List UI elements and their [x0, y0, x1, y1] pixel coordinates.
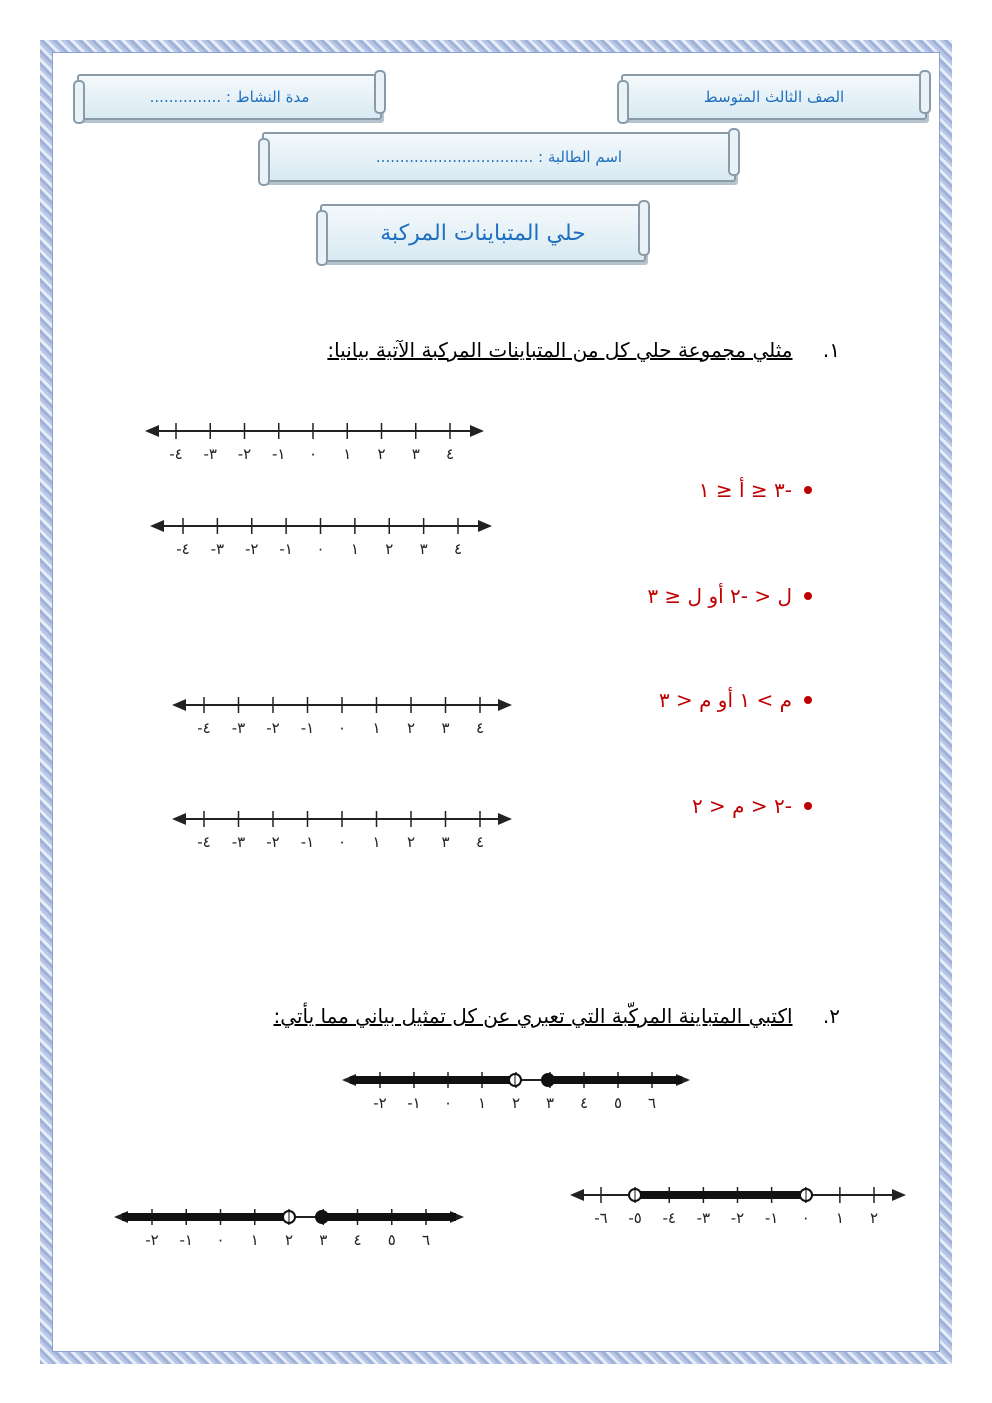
graph-c-tick-label: ١-	[179, 1231, 193, 1249]
number-line-1-tick-label: ٤-	[169, 445, 183, 463]
number-line-1-tick-label: ٢-	[237, 445, 252, 463]
graph-a-tick-label: ٢	[511, 1094, 521, 1112]
graph-a-tick-label: ٢-	[373, 1094, 387, 1112]
number-line-3-tick-label: ٢-	[266, 719, 280, 737]
inequality-item-1	[699, 478, 812, 502]
graph-c-tick-label: ١	[250, 1231, 259, 1249]
graph-c-tick-label: ٣	[319, 1231, 328, 1249]
graph-b-tick-label: ٢-	[730, 1209, 745, 1227]
number-line-1-tick-label: ٤	[445, 445, 455, 463]
question-1-text: مثلي مجموعة حلي كل من المتباينات المركبة الآتية بيانيا:	[327, 338, 793, 362]
duration-label: مدة النشاط : ...............	[149, 88, 310, 106]
number-line-4-tick-label: ٣	[441, 833, 450, 851]
student-name-box	[262, 132, 736, 182]
grade-box	[621, 74, 927, 120]
graph-b-tick-label: ٥-	[628, 1209, 642, 1227]
number-line-2-tick-label: ١	[350, 540, 359, 558]
number-line-4-tick-label: ٤-	[197, 833, 211, 851]
number-line-4-tick-label: ٣-	[231, 833, 246, 851]
number-line-4-tick-label: ٢-	[266, 833, 280, 851]
inequality-item-2	[647, 584, 812, 608]
graph-b-tick-label: ٦-	[594, 1209, 608, 1227]
graph-a-tick-label: ١	[477, 1094, 487, 1112]
graph-c-tick-label: ٥	[387, 1231, 396, 1249]
number-line-3-tick-label: ٤	[475, 719, 485, 737]
graph-c-tick-label: ٠	[216, 1231, 225, 1249]
graph-b-tick-label: ١	[835, 1209, 844, 1227]
question-2-text: اكتبي المتباينة المركّبة التي تعبري عن كل تمثيل بياني مما يأتي:	[273, 1004, 793, 1028]
graph-b-tick-label: ٤-	[662, 1209, 676, 1227]
number-line-2-tick-label: ١-	[279, 540, 293, 558]
number-line-3-tick-label: ١-	[300, 719, 315, 737]
number-line-4-tick-label: ٤	[475, 833, 485, 851]
number-line-2-tick-label: ٣-	[210, 540, 225, 558]
number-line-1-tick-label: ٣-	[203, 445, 217, 463]
number-line-1-tick-label: ١-	[272, 445, 286, 463]
number-line-4-tick-label: ١-	[300, 833, 315, 851]
graph-b-tick-label: ٣-	[696, 1209, 711, 1227]
number-line-3-tick-label: ٢	[406, 719, 416, 737]
number-line-2-tick-label: ٣	[419, 540, 428, 558]
graph-a-tick-label: ١-	[407, 1094, 421, 1112]
graph-a-tick-label: ٣	[545, 1094, 555, 1112]
inequality-item-3	[659, 688, 812, 712]
number-line-2-tick-label: ٢-	[245, 540, 259, 558]
number-line-3-tick-label: ٤-	[197, 719, 211, 737]
graph-b-tick-label: ٢	[869, 1209, 879, 1227]
number-line-2-tick-label: ٤	[453, 540, 463, 558]
graph-a-tick-label: ٠	[443, 1094, 453, 1112]
number-line-4-tick-label: ١	[372, 833, 381, 851]
bullet-icon	[804, 802, 812, 810]
number-line-1-tick-label: ٣	[411, 445, 420, 463]
student-name-label: اسم الطالبة : .................................	[375, 148, 623, 166]
inequality-text: -٣ ≤ أ ≤ ١	[698, 478, 792, 502]
inequality-text: م > ١ أو م < ٣	[658, 688, 792, 712]
question-1-title	[327, 338, 840, 362]
number-line-4-tick-label: ٠	[337, 833, 347, 851]
number-line-1-tick-label: ٢	[377, 445, 386, 463]
question-2-number: ٢.	[822, 1004, 840, 1028]
graph-c-tick-label: ٢-	[145, 1231, 159, 1249]
graph-a-tick-label: ٦	[647, 1094, 657, 1112]
page-title: حلي المتباينات المركبة	[380, 220, 586, 246]
question-1-number: ١.	[822, 338, 840, 362]
bullet-icon	[804, 592, 812, 600]
graph-b-tick-label: ٠	[801, 1209, 810, 1227]
number-line-3-tick-label: ٣-	[231, 719, 246, 737]
question-2-title	[274, 1004, 841, 1028]
graph-a-tick-label: ٥	[613, 1094, 623, 1112]
number-line-4-tick-label: ٢	[406, 833, 416, 851]
number-line-1-tick-label: ١	[343, 445, 352, 463]
graph-c-tick-label: ٢	[284, 1231, 294, 1249]
bullet-icon	[804, 696, 812, 704]
graph-b-tick-label: ١-	[764, 1209, 779, 1227]
number-line-3-tick-label: ١	[372, 719, 381, 737]
grade-label: الصف الثالث المتوسط	[703, 88, 845, 106]
graph-a-tick-label: ٤	[579, 1094, 589, 1112]
title-box	[320, 204, 646, 262]
duration-box	[77, 74, 382, 120]
inequality-item-4	[692, 794, 812, 818]
number-line-1-tick-label: ٠	[308, 445, 318, 463]
inequality-text: ل < -٢ أو ل ≤ ٣	[647, 584, 792, 608]
graph-c-tick-label: ٤	[353, 1231, 362, 1249]
number-line-3-tick-label: ٣	[441, 719, 450, 737]
number-line-3-tick-label: ٠	[337, 719, 347, 737]
number-line-2-tick-label: ٤-	[176, 540, 190, 558]
inequality-text: -٢ < م < ٢	[691, 794, 792, 818]
number-line-2-tick-label: ٢	[385, 540, 394, 558]
number-line-2-tick-label: ٠	[316, 540, 325, 558]
bullet-icon	[804, 486, 812, 494]
graph-c-tick-label: ٦	[421, 1231, 431, 1249]
